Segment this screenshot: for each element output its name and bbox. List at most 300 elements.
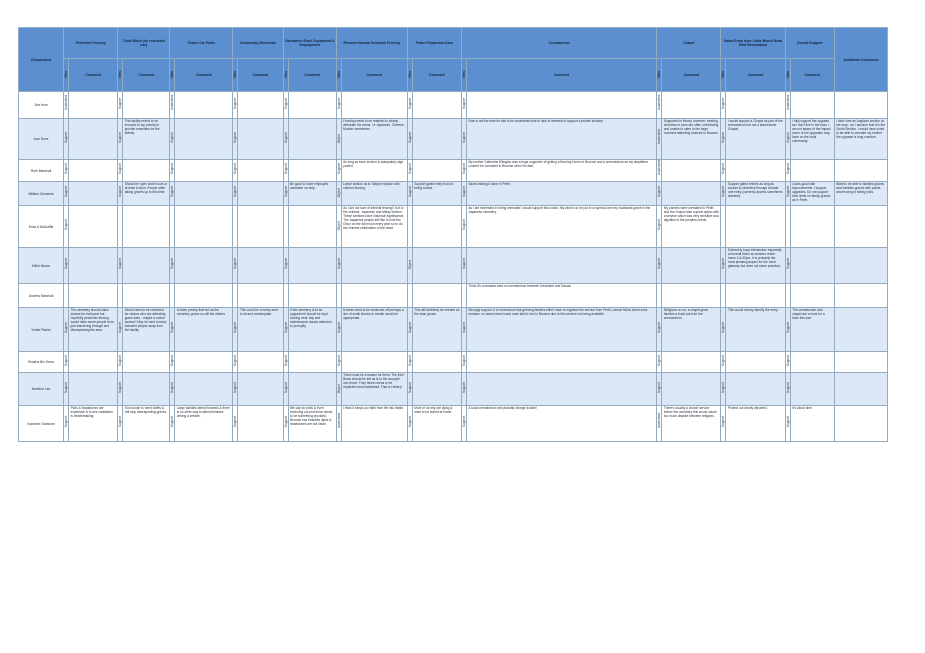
view-value: Object xyxy=(336,383,341,393)
view-cell xyxy=(283,160,288,182)
header-topic: Future Expansion Area xyxy=(407,28,461,59)
view-value: Support xyxy=(657,219,662,231)
comment-cell xyxy=(288,119,336,160)
header-comment: Comment xyxy=(288,59,336,92)
header-respondent: Respondent xyxy=(19,28,64,92)
view-cell xyxy=(170,160,175,182)
view-cell xyxy=(336,160,341,182)
respondent-name: Sue from xyxy=(19,92,64,119)
view-value: Support xyxy=(785,416,790,428)
table-row xyxy=(19,160,888,182)
view-cell xyxy=(461,182,466,206)
view-value: Object xyxy=(336,133,341,143)
view-value: Support xyxy=(407,186,412,198)
view-cell xyxy=(657,352,662,373)
view-value: Support xyxy=(785,131,790,143)
comment-cell xyxy=(662,92,721,119)
additional-comment xyxy=(834,92,887,119)
comment-cell: A lower priority that but as the cemetery grows so will the visitors. xyxy=(175,308,233,352)
comment-cell xyxy=(175,119,233,160)
view-value: Support xyxy=(170,186,175,198)
comment-cell xyxy=(69,373,118,406)
view-value: Object xyxy=(336,188,341,198)
comment-cell: The cemetery should allow access for everyone but hopefully perimeter fencing would deter some people from just wandering through and disrespecting the area. xyxy=(69,308,118,352)
view-value: Support xyxy=(336,258,341,270)
header-topic: Perimeter Fencing xyxy=(64,28,118,59)
view-value: Support xyxy=(283,322,288,334)
additional-comment xyxy=(834,160,887,182)
view-value: Support xyxy=(118,354,123,366)
view-cell xyxy=(785,352,790,373)
comment-cell xyxy=(341,352,407,373)
view-value: Support xyxy=(64,354,69,366)
view-value: Support xyxy=(283,381,288,393)
comment-cell: Strongly support. It is horrendous that grieving families either have to organise the service from Perth, cannot follow loved ones remains, or cannot have loved ones laid to rest in Broome due to this service not being available. xyxy=(466,308,656,352)
header-comment: Comment xyxy=(238,59,283,92)
comment-cell: As I am interested in being cremated I would support this notion. My wish is to be put in or spread over my husbands grave in the Japanese cemetery. xyxy=(466,206,656,248)
table-row xyxy=(19,248,888,284)
view-value: Undecided xyxy=(657,128,662,145)
comment-cell xyxy=(726,352,785,373)
view-cell xyxy=(657,160,662,182)
view-value: Support xyxy=(233,258,238,270)
comment-cell xyxy=(238,160,283,182)
view-value: Support xyxy=(283,416,288,428)
view-value: Support xyxy=(461,416,466,428)
view-value: Support xyxy=(233,322,238,334)
respondent-name: Yvette Parker xyxy=(19,308,64,352)
view-value: Support xyxy=(64,258,69,270)
comment-cell: Be good to have employed caretaker on duty. xyxy=(288,182,336,206)
header-view-label: View xyxy=(118,70,123,79)
header-additional-comments: Additional Comments xyxy=(834,28,887,92)
view-value: Support xyxy=(283,131,288,143)
view-value: Support xyxy=(785,258,790,270)
table-row xyxy=(19,373,888,406)
view-cell xyxy=(785,92,790,119)
view-value: Support xyxy=(170,131,175,143)
comment-cell xyxy=(790,160,834,182)
view-cell xyxy=(407,160,412,182)
comment-cell xyxy=(790,248,834,284)
view-value: Support xyxy=(721,381,726,393)
comment-cell xyxy=(288,352,336,373)
view-value: Support xyxy=(118,416,123,428)
comment-cell: There must be a reason for them. The Irish Blues should be left as is to the wrought iron fence. They fence needs to be repainted and maintained. That is History! xyxy=(341,373,407,406)
comment-cell xyxy=(412,352,461,373)
comment-cell: Leave section as is. Maybe replace with uniform fencing. xyxy=(341,182,407,206)
comment-cell: I would support a Chapel as part of the crematorium but not a stand alone Chapel. xyxy=(726,119,785,160)
comment-cell xyxy=(662,352,721,373)
comment-cell xyxy=(175,284,233,308)
table-row xyxy=(19,182,888,206)
comment-cell: Should be open work hours or at least to 6pm. People often taking graves up to this time. xyxy=(123,182,170,206)
comment-cell: This would clearly identify the entry. xyxy=(726,308,785,352)
view-value: Support xyxy=(233,381,238,393)
header-view-label: View xyxy=(283,70,288,79)
view-cell xyxy=(785,160,790,182)
view-cell xyxy=(283,182,288,206)
comment-cell xyxy=(123,248,170,284)
view-value: Support xyxy=(64,163,69,175)
header-topic: Overall Support xyxy=(785,28,834,59)
comment-cell: The crematorium and chapel are a must for a town this size. xyxy=(790,308,834,352)
comment-cell xyxy=(466,373,656,406)
comment-cell: Religious or not, a chapel gives families a focal point for the crematorium. xyxy=(662,308,721,352)
comment-cell xyxy=(238,248,283,284)
view-value: Support xyxy=(461,186,466,198)
view-value: Support xyxy=(407,381,412,393)
header-view-label: View xyxy=(785,70,790,79)
view-value: Support xyxy=(461,354,466,366)
respondent-name: Erica A McAuliffe xyxy=(19,206,64,248)
comment-cell: Protect our dearly departed. xyxy=(726,406,785,442)
comment-cell xyxy=(790,206,834,248)
comment-cell xyxy=(726,206,785,248)
additional-comment: Want to be able to families graves land families graves with plants and fencing of family plots. xyxy=(834,182,887,206)
view-value: Support xyxy=(118,131,123,143)
view-value: Support xyxy=(785,322,790,334)
view-cell xyxy=(170,352,175,373)
view-cell xyxy=(64,182,69,206)
comment-cell: A local crematorium will probably charge double! xyxy=(466,406,656,442)
view-value: Support xyxy=(407,322,412,334)
submissions-table xyxy=(18,27,888,442)
header-topic: Crematorium xyxy=(461,28,656,59)
respondent-name: Ivan Dove xyxy=(19,119,64,160)
view-cell xyxy=(233,352,238,373)
view-value: Support xyxy=(785,354,790,366)
view-value: Support xyxy=(461,97,466,109)
header-topic: Chapel xyxy=(657,28,721,59)
view-value: Support xyxy=(461,258,466,270)
view-value: Undecided xyxy=(657,94,662,111)
view-cell xyxy=(170,182,175,206)
view-value: Support xyxy=(657,381,662,393)
comment-cell: My mother Catherine Ellington was a huge supporter of getting a Burning Home in Broome and a crematorium as my stepfather couldn't be cremated in Broome when he died. xyxy=(466,160,656,182)
comment-cell xyxy=(662,248,721,284)
comment-cell xyxy=(69,160,118,182)
view-value: Support xyxy=(657,354,662,366)
header-topic: Remove Internal Sectional Fencing xyxy=(336,28,407,59)
view-value: Support xyxy=(461,163,466,175)
comment-cell xyxy=(238,352,283,373)
view-cell xyxy=(233,182,238,206)
comment-cell xyxy=(123,92,170,119)
comment-cell: We pay for plots & even reserving our plot there needs to be something provided. Broome has beautiful lights & headstones are not clean. xyxy=(288,406,336,442)
comment-cell xyxy=(662,160,721,182)
comment-cell: This will definitely be needed as the town grows. xyxy=(412,308,461,352)
comment-cell: I think it keeps our faith from life into death. xyxy=(341,406,407,442)
header-topic: Community Memorials xyxy=(233,28,283,59)
view-value: Object xyxy=(407,260,412,270)
view-value: Support xyxy=(233,97,238,109)
view-value: Support xyxy=(407,131,412,143)
comment-cell xyxy=(412,284,461,308)
comment-cell xyxy=(175,206,233,248)
header-comment: Comment xyxy=(662,59,721,92)
comment-cell: This could be a lovely area to sit and contemplate. xyxy=(238,308,283,352)
comment-cell: My parents were cremated in Perth and the Chapel was a great option with a service which was very sensitive and dignified to the peoples needs. xyxy=(662,206,721,248)
view-value: Undecided xyxy=(336,413,341,429)
view-value: Support xyxy=(170,416,175,428)
header-topic: Future Car Parks xyxy=(170,28,233,59)
view-value: Support xyxy=(721,163,726,175)
view-cell xyxy=(170,92,175,119)
view-value: Support xyxy=(64,186,69,198)
view-value: Support xyxy=(785,163,790,175)
view-value: Support xyxy=(721,186,726,198)
view-value: Support xyxy=(283,186,288,198)
comment-cell: Plots & headstones are expensive & to see vandalism is heartbreaking. xyxy=(69,406,118,442)
header-view-label: View xyxy=(336,70,341,79)
additional-comment xyxy=(834,352,887,373)
comment-cell xyxy=(69,92,118,119)
comment-cell xyxy=(123,373,170,406)
comment-cell: Support gated entries as long as access to cemetery through at least one entry (currently access sometimes claimed). xyxy=(726,182,785,206)
comment-cell xyxy=(288,92,336,119)
additional-comment xyxy=(834,406,887,442)
view-value: Support xyxy=(170,322,175,334)
table-row xyxy=(19,119,888,160)
view-cell xyxy=(461,352,466,373)
view-value: Support xyxy=(233,163,238,175)
view-value: Support xyxy=(233,186,238,198)
header-view-label: View xyxy=(461,70,466,79)
comment-cell xyxy=(790,373,834,406)
comment-cell xyxy=(790,352,834,373)
view-value: Support xyxy=(785,381,790,393)
header-topic: Toilet Block (for restricted use) xyxy=(118,28,170,59)
table-row xyxy=(19,284,888,308)
view-value: Support xyxy=(461,322,466,334)
comment-cell xyxy=(69,206,118,248)
comment-cell: I fully support the upgrade, as I don't live in the town I am not aware of the impact some of the upgrades may have on the local community. xyxy=(790,119,834,160)
view-cell xyxy=(785,182,790,206)
view-value: Support xyxy=(170,163,175,175)
comment-cell xyxy=(662,284,721,308)
comment-cell: As long as each section is adequately sign posted. xyxy=(341,160,407,182)
table-row xyxy=(19,206,888,248)
comment-cell xyxy=(238,373,283,406)
table-row xyxy=(19,92,888,119)
view-value: Support xyxy=(170,381,175,393)
comment-cell: Support gated entry but not being locked. xyxy=(412,182,461,206)
comment-cell xyxy=(412,206,461,248)
comment-cell: Would need to be restricted for visitors who are attending grave sites - maybe a coded access? May be hard to keep transient people away from the facility. xyxy=(123,308,170,352)
header-comment: Comment xyxy=(412,59,461,92)
comment-cell xyxy=(466,248,656,284)
header-view-label: View xyxy=(721,70,726,79)
comment-cell: There's usually a church service before the cemetery this would cause too much dispute between religions. xyxy=(662,406,721,442)
view-value: Support xyxy=(64,131,69,143)
view-cell xyxy=(64,92,69,119)
respondent-name: Kandese Garstone xyxy=(19,406,64,442)
view-value: Support xyxy=(283,258,288,270)
view-value: Support xyxy=(657,322,662,334)
comment-cell xyxy=(412,373,461,406)
view-value: Support xyxy=(170,258,175,270)
comment-cell: Saves having it done in Perth. xyxy=(466,182,656,206)
comment-cell: Think it's a fantastic idea no crematorium between Geraldton and Darwin. xyxy=(466,284,656,308)
view-value: Support xyxy=(283,163,288,175)
comment-cell xyxy=(466,352,656,373)
comment-cell xyxy=(123,206,170,248)
header-view-label: View xyxy=(657,70,662,79)
comment-cell xyxy=(123,352,170,373)
view-value: Support xyxy=(64,416,69,428)
table-row xyxy=(19,352,888,373)
respondent-name: Noelene Lee xyxy=(19,373,64,406)
comment-cell xyxy=(123,160,170,182)
view-value: Support xyxy=(336,163,341,175)
comment-cell xyxy=(238,206,283,248)
view-cell xyxy=(336,182,341,206)
view-value: Support xyxy=(721,258,726,270)
view-cell xyxy=(283,352,288,373)
view-cell xyxy=(721,160,726,182)
comment-cell xyxy=(175,352,233,373)
view-cell xyxy=(721,352,726,373)
comment-cell: Large families attend funerals & there is no other way to attend besides driving a vehicle. xyxy=(175,406,233,442)
comment-cell: As I am not sure of internal fencing? Is it to the chinese, Japanese and Malay section. These sections have historical significance. The Japanese people still like to hold the Obon on the full moon every year so to do the chinese celebration of the dead. xyxy=(341,206,407,248)
comment-cell xyxy=(412,160,461,182)
view-value: Support xyxy=(64,322,69,334)
view-value: Support xyxy=(118,381,123,393)
comment-cell xyxy=(238,92,283,119)
comment-cell xyxy=(238,406,283,442)
comment-cell xyxy=(341,248,407,284)
additional-comment xyxy=(834,284,887,308)
comment-cell xyxy=(175,92,233,119)
comment-cell xyxy=(466,92,656,119)
comment-cell xyxy=(288,373,336,406)
view-value: Support xyxy=(657,186,662,198)
respondent-name: Shasha Bin Omar xyxy=(19,352,64,373)
comment-cell: If the cemetery is to be upgraded it should be kept looking neat, tidy and maintenance issues attended to promptly. xyxy=(288,308,336,352)
view-value: Support xyxy=(721,131,726,143)
header-view-label: View xyxy=(233,70,238,79)
view-value: Undecided xyxy=(657,160,662,176)
view-cell xyxy=(721,182,726,206)
view-value: Support xyxy=(721,354,726,366)
comment-cell xyxy=(341,284,407,308)
comment-cell: It's about time. xyxy=(790,406,834,442)
view-value: Support xyxy=(64,219,69,231)
view-cell xyxy=(64,160,69,182)
view-cell xyxy=(407,352,412,373)
view-value: Support xyxy=(407,97,412,109)
comment-cell xyxy=(726,373,785,406)
header-view-label: View xyxy=(170,70,175,79)
header-topic: Gated Entry from Cable Beach Road East Roundabout xyxy=(721,28,785,59)
comment-cell xyxy=(288,206,336,248)
view-value: Support xyxy=(170,354,175,366)
view-value: Support xyxy=(407,163,412,175)
comment-cell xyxy=(175,160,233,182)
comment-cell xyxy=(69,284,118,308)
view-value: Support xyxy=(118,258,123,270)
view-cell xyxy=(407,182,412,206)
comment-cell xyxy=(412,119,461,160)
comment-cell xyxy=(175,373,233,406)
additional-comment xyxy=(834,308,887,352)
view-value: Support xyxy=(461,381,466,393)
comment-cell xyxy=(726,160,785,182)
view-value: Support xyxy=(461,131,466,143)
view-value: Support xyxy=(336,354,341,366)
header-topic: Caretakers Shed, Equipment & Employment xyxy=(283,28,336,59)
comment-cell xyxy=(175,182,233,206)
view-cell xyxy=(461,160,466,182)
header-comment: Comment xyxy=(726,59,785,92)
comment-cell xyxy=(69,352,118,373)
comment-cell xyxy=(790,92,834,119)
respondent-name: Ruth Marshall xyxy=(19,160,64,182)
comment-cell xyxy=(662,182,721,206)
comment-cell xyxy=(726,284,785,308)
additional-comment xyxy=(834,206,887,248)
comment-cell xyxy=(238,119,283,160)
view-cell xyxy=(118,160,123,182)
view-cell xyxy=(118,352,123,373)
view-value: Support xyxy=(785,186,790,198)
comment-cell: If areas need to be sectioned off perhaps a line of small shrubs or similar would be appropriate. xyxy=(341,308,407,352)
comment-cell xyxy=(238,182,283,206)
view-value: Support xyxy=(118,186,123,198)
comment-cell xyxy=(238,284,283,308)
respondent-name: Mitch Moore xyxy=(19,248,64,284)
comment-cell xyxy=(175,248,233,284)
comment-cell: This facility needs to be ensured to top priority to provide amenities for the elderly. xyxy=(123,119,170,160)
view-value: Support xyxy=(407,354,412,366)
additional-comment xyxy=(834,248,887,284)
comment-cell xyxy=(288,284,336,308)
additional-comment: I didn't see an Anglican section on the map - do I assume that it is the South Section. I would have loved to be able to cremate my mother the upgrade is long overdue. xyxy=(834,119,887,160)
view-value: Support xyxy=(721,322,726,334)
comment-cell xyxy=(341,92,407,119)
comment-cell xyxy=(69,182,118,206)
respondent-name: William Clements xyxy=(19,182,64,206)
header-comment: Comment xyxy=(175,59,233,92)
view-value: Support xyxy=(461,219,466,231)
view-cell xyxy=(657,92,662,119)
additional-comment xyxy=(834,373,887,406)
comment-cell xyxy=(69,119,118,160)
view-value: Support xyxy=(233,354,238,366)
comment-cell: Looks good with improvements. I support upgrades. Do not support time limits on family graves as in Perth. xyxy=(790,182,834,206)
header-comment: Comment xyxy=(341,59,407,92)
comment-cell: Now is not the time for this to be considered due to lack of demand to support a private industry. xyxy=(466,119,656,160)
table-row xyxy=(19,308,888,352)
view-value: Support xyxy=(721,416,726,428)
comment-cell: More of us rely are dying & want to be buried at home. xyxy=(412,406,461,442)
table-row xyxy=(19,406,888,442)
view-value: Support xyxy=(64,381,69,393)
comment-cell: Supported in theory, however, existing churches in town are often overflowing and unable to cater to the large numbers attending funerals in Broome. xyxy=(662,119,721,160)
view-value: Support xyxy=(336,97,341,109)
comment-cell xyxy=(412,92,461,119)
view-value: Support xyxy=(233,131,238,143)
view-value: Support xyxy=(283,97,288,109)
header-view-label: View xyxy=(407,70,412,79)
comment-cell xyxy=(288,160,336,182)
view-value: Support xyxy=(118,97,123,109)
view-value: Support xyxy=(657,258,662,270)
comment-cell xyxy=(412,248,461,284)
comment-cell: It is human to need toilets & will stop disrespecting graves. xyxy=(123,406,170,442)
respondent-name: Andrew Marshall xyxy=(19,284,64,308)
